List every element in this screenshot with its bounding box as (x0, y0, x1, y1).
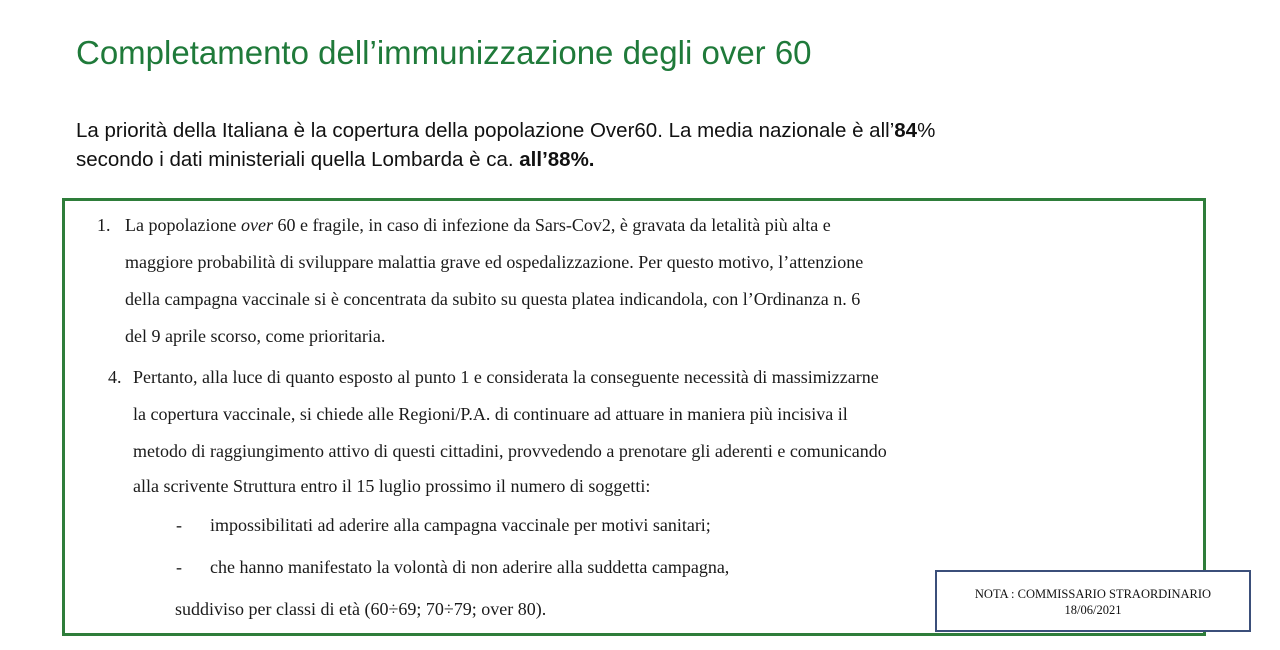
percent-sign: % (917, 119, 936, 142)
item-4-number: 4. (108, 367, 122, 387)
item-4-line-1: Pertanto, alla luce di quanto esposto al punto 1 e considerata la conseguente necessità di massimizzarne (133, 367, 879, 387)
bullet-marker: - (176, 557, 182, 577)
source-note-box (935, 570, 1251, 632)
bullet-marker: - (176, 515, 182, 535)
bullet-item-1: impossibilitati ad aderire alla campagna vaccinale per motivi sanitari; (210, 515, 711, 535)
national-average-value: 84 (894, 119, 918, 142)
item-1-number: 1. (97, 215, 111, 235)
intro-line-1 (76, 116, 1196, 145)
item-1-line-2: maggiore probabilità di sviluppare malattia grave ed ospedalizzazione. Per questo motivo, l’attenzione (125, 252, 864, 272)
note-source: NOTA : COMMISSARIO STRAORDINARIO (974, 587, 1212, 601)
item-1-line-3: della campagna vaccinale si è concentrata da subito su questa platea indicandola, con l’Ordinanza n. 6 (125, 289, 861, 309)
item-1-line-4: del 9 aprile scorso, come prioritaria. (125, 326, 386, 346)
note-date: 18/06/2021 (1064, 603, 1122, 617)
intro-text: secondo i dati ministeriali quella Lombarda è ca. (76, 148, 520, 171)
page-title: Completamento dell’immunizzazione degli over 60 (76, 34, 812, 71)
intro-paragraph (76, 116, 1196, 174)
item-4-line-2: la copertura vaccinale, si chiede alle Regioni/P.A. di continuare ad attuare in maniera più incisiva il (133, 404, 848, 424)
bullet-item-2: che hanno manifestato la volontà di non aderire alla suddetta campagna, (210, 557, 730, 577)
intro-line-2 (76, 145, 1196, 174)
closing-line: suddiviso per classi di età (60÷69; 70÷79; over 80). (175, 599, 547, 619)
item-1-line-1: La popolazione over 60 e fragile, in caso di infezione da Sars-Cov2, è gravata da letalità più alta e (125, 215, 831, 235)
intro-text: La priorità della Italiana è la copertura della popolazione Over60. La media nazionale è all’ (76, 119, 895, 142)
item-4-line-4: alla scrivente Struttura entro il 15 luglio prossimo il numero di soggetti: (133, 476, 651, 496)
lombardy-value: all’88%. (519, 148, 595, 171)
item-4-line-3: metodo di raggiungimento attivo di questi cittadini, provvedendo a prenotare gli aderenti e comunicando (133, 441, 887, 461)
